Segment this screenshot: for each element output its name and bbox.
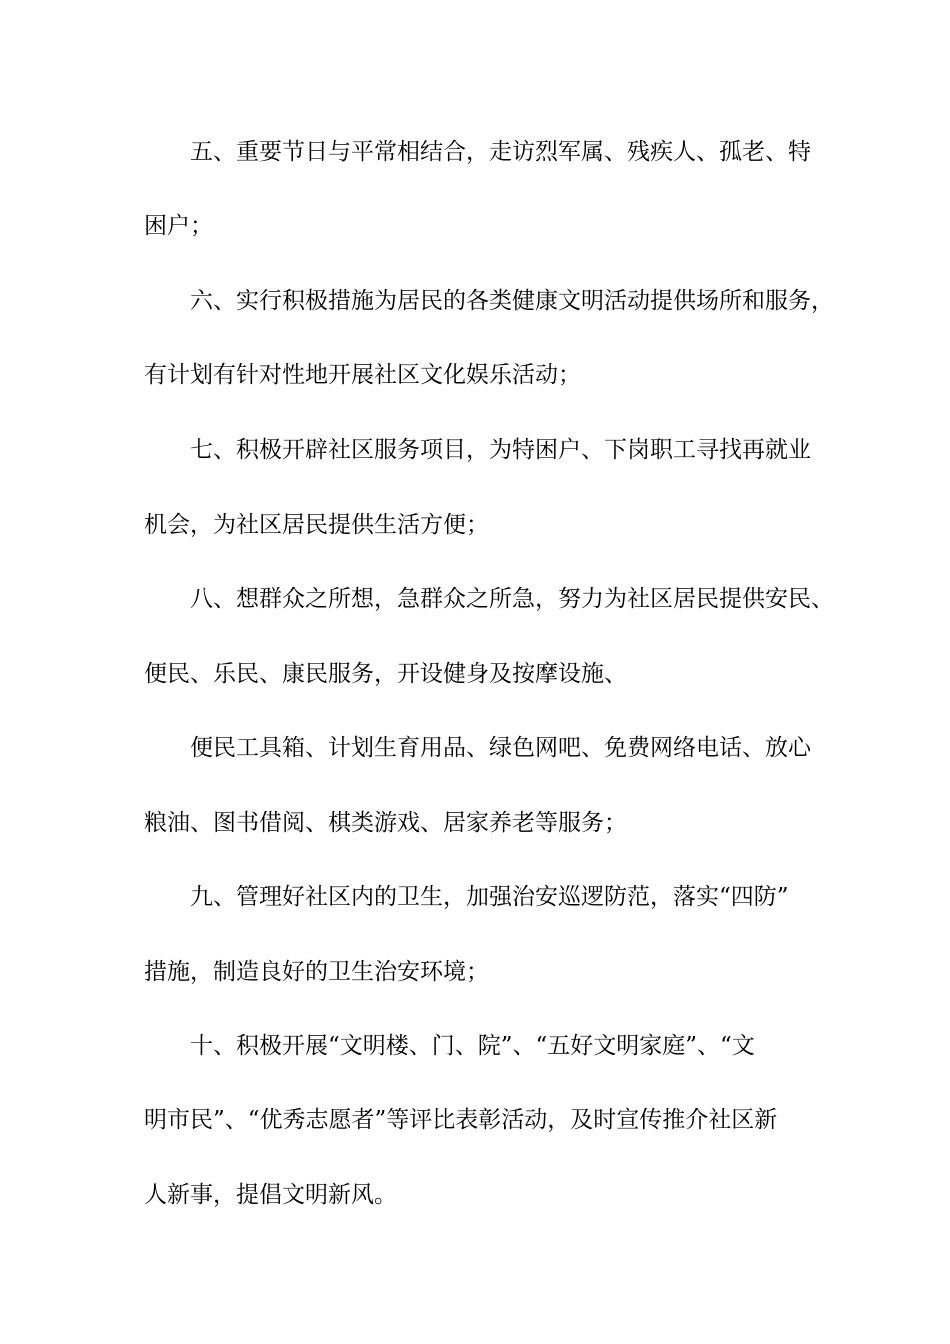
paragraph-8b-line-2: 粮油、图书借阅、棋类游戏、居家养老等服务； <box>144 810 627 836</box>
paragraph-10-line-3: 人新事，提倡文明新风。 <box>144 1182 397 1208</box>
paragraph-9-line-2: 措施，制造良好的卫生治安环境； <box>144 959 489 985</box>
paragraph-10-line-1: 十、积极开展“文明楼、门、院”、“五好文明家庭”、“文 <box>190 1033 755 1059</box>
paragraph-6-line-2: 有计划有针对性地开展社区文化娱乐活动； <box>144 362 581 388</box>
paragraph-6-line-1: 六、实行积极措施为居民的各类健康文明活动提供场所和服务， <box>190 288 834 314</box>
paragraph-8-line-2: 便民、乐民、康民服务，开设健身及按摩设施、 <box>144 661 627 687</box>
paragraph-7-line-2: 机会，为社区居民提供生活方便； <box>144 512 489 538</box>
paragraph-7-line-1: 七、积极开辟社区服务项目，为特困户、下岗职工寻找再就业 <box>190 437 811 463</box>
paragraph-5-line-1: 五、重要节日与平常相结合，走访烈军属、残疾人、孤老、特 <box>190 139 811 165</box>
paragraph-8b-line-1: 便民工具箱、计划生育用品、绿色网吧、免费网络电话、放心 <box>190 735 811 761</box>
paragraph-5-line-2: 困户； <box>144 213 213 239</box>
paragraph-8-line-1: 八、想群众之所想，急群众之所急，努力为社区居民提供安民、 <box>190 586 834 612</box>
paragraph-10-line-2: 明市民”、“优秀志愿者”等评比表彰活动，及时宣传推介社区新 <box>144 1107 778 1133</box>
paragraph-9-line-1: 九、管理好社区内的卫生，加强治安巡逻防范，落实“四防” <box>190 884 789 910</box>
